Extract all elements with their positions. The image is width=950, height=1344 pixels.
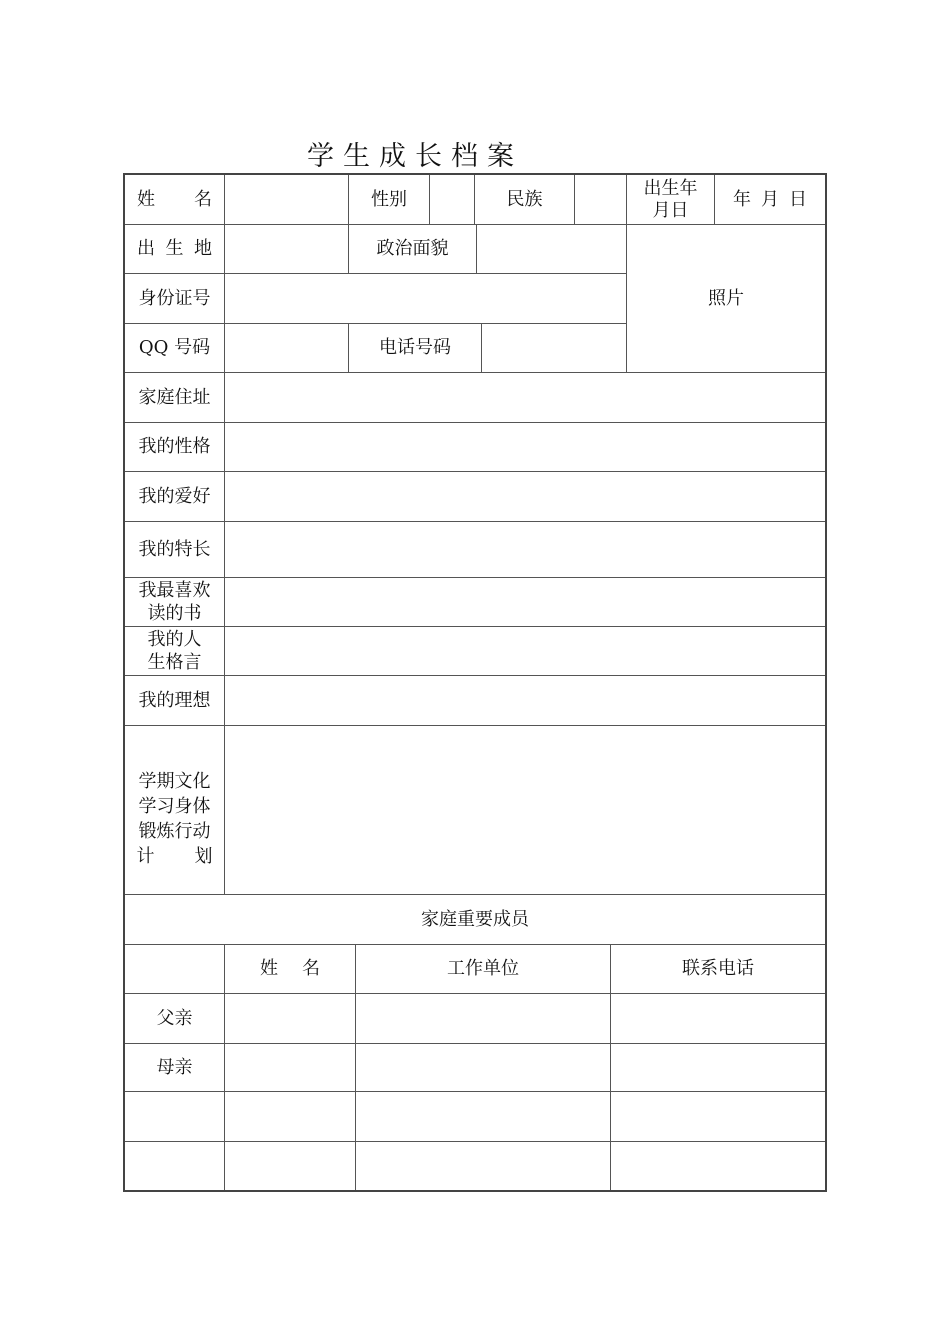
family-col-name-a: 姓 xyxy=(260,958,278,979)
name-field[interactable] xyxy=(225,175,349,225)
action-plan-label-3: 锻炼行动 xyxy=(138,821,211,842)
mother-phone-field[interactable] xyxy=(611,1044,825,1092)
page-title: 学生成长档案 xyxy=(307,141,523,172)
birth-date-label xyxy=(627,175,715,225)
name-label-a: 姓 xyxy=(137,188,155,210)
favorite-book-label-2: 读的书 xyxy=(147,603,202,624)
address-label: 家庭住址 xyxy=(125,373,225,423)
phone-field[interactable] xyxy=(482,324,627,373)
motto-label-2: 生格言 xyxy=(147,652,202,673)
record-form xyxy=(123,173,827,1192)
favorite-book-label xyxy=(125,578,225,627)
birth-date-label-2: 月日 xyxy=(652,199,689,221)
name-label-b: 名 xyxy=(194,188,212,210)
father-work-field[interactable] xyxy=(356,994,611,1044)
extra-member-2-name[interactable] xyxy=(225,1142,356,1190)
birth-day-unit: 日 xyxy=(789,188,807,210)
family-heading: 家庭重要成员 xyxy=(125,895,825,945)
birth-date-label-1: 出生年 xyxy=(643,177,698,199)
extra-member-1-work[interactable] xyxy=(356,1092,611,1142)
mother-work-field[interactable] xyxy=(356,1044,611,1092)
extra-member-2-work[interactable] xyxy=(356,1142,611,1190)
motto-field[interactable] xyxy=(225,627,825,676)
action-plan-label-2: 学习身体 xyxy=(138,796,211,817)
ideal-label: 我的理想 xyxy=(125,676,225,726)
address-field[interactable] xyxy=(225,373,825,423)
photo-box[interactable]: 照片 xyxy=(627,225,825,373)
extra-member-1-name[interactable] xyxy=(225,1092,356,1142)
talents-field[interactable] xyxy=(225,522,825,578)
political-status-label: 政治面貌 xyxy=(349,225,477,274)
birthplace-label-c: 地 xyxy=(194,238,212,259)
action-plan-label-4b: 划 xyxy=(194,846,213,867)
birthplace-label-b: 生 xyxy=(165,238,184,259)
qq-label: QQ 号码 xyxy=(125,324,225,373)
ethnicity-label: 民族 xyxy=(475,175,575,225)
action-plan-label-4a: 计 xyxy=(136,846,155,867)
extra-member-1-phone[interactable] xyxy=(611,1092,825,1142)
id-number-label: 身份证号 xyxy=(125,274,225,324)
father-name-field[interactable] xyxy=(225,994,356,1044)
action-plan-label xyxy=(125,726,225,895)
personality-field[interactable] xyxy=(225,423,825,472)
gender-label: 性别 xyxy=(349,175,430,225)
qq-field[interactable] xyxy=(225,324,349,373)
father-label: 父亲 xyxy=(125,994,225,1044)
birth-month-unit: 月 xyxy=(761,188,779,210)
birth-date-field[interactable] xyxy=(715,175,825,225)
family-col-work: 工作单位 xyxy=(356,945,611,994)
family-col-name-b: 名 xyxy=(302,958,320,979)
id-number-field[interactable] xyxy=(225,274,627,324)
birthplace-label xyxy=(125,225,225,274)
personality-label: 我的性格 xyxy=(125,423,225,472)
action-plan-label-1: 学期文化 xyxy=(138,771,211,792)
hobbies-label: 我的爱好 xyxy=(125,472,225,522)
ideal-field[interactable] xyxy=(225,676,825,726)
motto-label-1: 我的人 xyxy=(147,629,202,650)
motto-label xyxy=(125,627,225,676)
family-col-name xyxy=(225,945,356,994)
family-header-blank xyxy=(125,945,225,994)
extra-member-2-relation[interactable] xyxy=(125,1142,225,1190)
mother-label: 母亲 xyxy=(125,1044,225,1092)
political-status-field[interactable] xyxy=(477,225,627,274)
mother-name-field[interactable] xyxy=(225,1044,356,1092)
favorite-book-label-1: 我最喜欢 xyxy=(138,580,211,601)
gender-field[interactable] xyxy=(430,175,475,225)
action-plan-field[interactable] xyxy=(225,726,825,895)
action-plan-label-4 xyxy=(137,844,213,869)
birthplace-field[interactable] xyxy=(225,225,349,274)
name-label xyxy=(125,175,225,225)
ethnicity-field[interactable] xyxy=(575,175,627,225)
talents-label: 我的特长 xyxy=(125,522,225,578)
hobbies-field[interactable] xyxy=(225,472,825,522)
favorite-book-field[interactable] xyxy=(225,578,825,627)
birth-year-unit: 年 xyxy=(733,188,751,210)
phone-label: 电话号码 xyxy=(349,324,482,373)
family-col-phone: 联系电话 xyxy=(611,945,825,994)
father-phone-field[interactable] xyxy=(611,994,825,1044)
birthplace-label-a: 出 xyxy=(137,238,155,259)
extra-member-1-relation[interactable] xyxy=(125,1092,225,1142)
extra-member-2-phone[interactable] xyxy=(611,1142,825,1190)
